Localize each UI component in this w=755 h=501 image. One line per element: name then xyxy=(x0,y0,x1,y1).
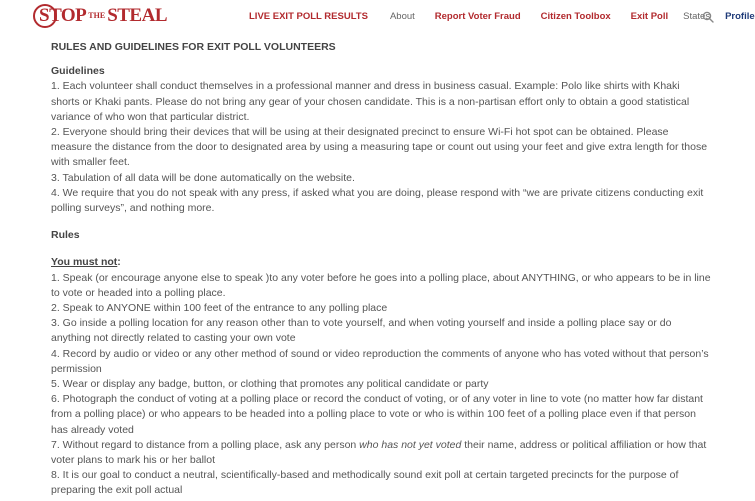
nav-profile[interactable]: Profile xyxy=(725,11,755,22)
logo-text-steal: STEAL xyxy=(107,4,167,26)
rule-item: 6. Photograph the conduct of voting at a polling place or record the conduct of voting, or of any voter in line to vote (no matter how far distant from a polling place) or who appears to be headed into a polling place to vote or who is within 100 feet of a polling place even if that person has already voted xyxy=(51,393,703,436)
nav-live-exit-poll-results[interactable]: LIVE EXIT POLL RESULTS xyxy=(249,11,368,22)
rule-item: 7. Without regard to distance from a polling place, ask any person who has not yet voted their name, address or political affiliation or how that voter plans to mark his or her ballot xyxy=(51,438,707,467)
guideline-item: 4. We require that you do not speak with any press, if asked what you are doing, please respond with “we are private citizens conducting exit polling surveys”, and nothing more. xyxy=(51,186,704,215)
nav-report-voter-fraud[interactable]: Report Voter Fraud xyxy=(434,11,521,22)
rules-heading: Rules xyxy=(51,229,80,242)
rule-item: 8. It is our goal to conduct a neutral, scientifically-based and methodically sound exit poll at certain targeted precincts for the purpose of preparing the exit poll actual xyxy=(51,469,679,497)
rule-item: 2. Speak to ANYONE within 100 feet of the entrance to any polling place xyxy=(51,302,388,315)
rule-emphasis: who has not yet voted xyxy=(359,438,462,451)
page-title: RULES AND GUIDELINES FOR EXIT POLL VOLUNTEERS xyxy=(51,41,336,53)
nav-exit-poll[interactable]: Exit Poll xyxy=(630,11,669,22)
top-navbar xyxy=(0,0,755,36)
guideline-item: 1. Each volunteer shall conduct themselves in a professional manner and dress in business casual. Example: Polo like shirts with Khaki shorts or Khaki pants. Please do not bring any gear of your chosen candidate. This is a non-partisan effort only to obtain a good statistical variance of who won that particular district. xyxy=(51,80,690,123)
main-content xyxy=(51,38,711,499)
search-icon[interactable] xyxy=(702,11,714,23)
main-menu xyxy=(249,11,755,22)
rule-item: 1. Speak (or encourage anyone else to speak )to any voter before he goes into a polling place, about ANYTHING, or who appears to be in line to vote or headed into a polling place. xyxy=(51,271,711,299)
rule-item: 4. Record by audio or video or any other method of sound or video reproduction the comments of anyone who has voted without that person’s permission xyxy=(51,347,709,375)
guidelines-heading: Guidelines xyxy=(51,65,105,78)
site-logo[interactable] xyxy=(33,4,167,28)
nav-citizen-toolbox[interactable]: Citizen Toolbox xyxy=(540,11,611,22)
nav-states[interactable]: States xyxy=(683,11,711,22)
must-not-heading: You must not: xyxy=(51,256,121,269)
logo-text-stop: STOP xyxy=(39,4,87,26)
rule-item: 3. Go inside a polling location for any reason other than to vote yourself, and when voting yourself and inside a polling place say or do anything not directly related to casting your own vote xyxy=(51,317,672,345)
guideline-item: 2. Everyone should bring their devices that will be using at their designated precinct to ensure Wi-Fi hot spot can be obtained. Please measure the distance from the door to designated area by using a measuring tape or count out using your feet and give extra length for those with smaller feet. xyxy=(51,126,708,169)
nav-about[interactable]: About xyxy=(389,11,415,22)
guideline-item: 3. Tabulation of all data will be done automatically on the website. xyxy=(51,171,355,184)
logo-text-the: THE xyxy=(88,11,106,21)
rule-item: 5. Wear or display any badge, button, or clothing that promotes any political candidate or party xyxy=(51,378,489,391)
